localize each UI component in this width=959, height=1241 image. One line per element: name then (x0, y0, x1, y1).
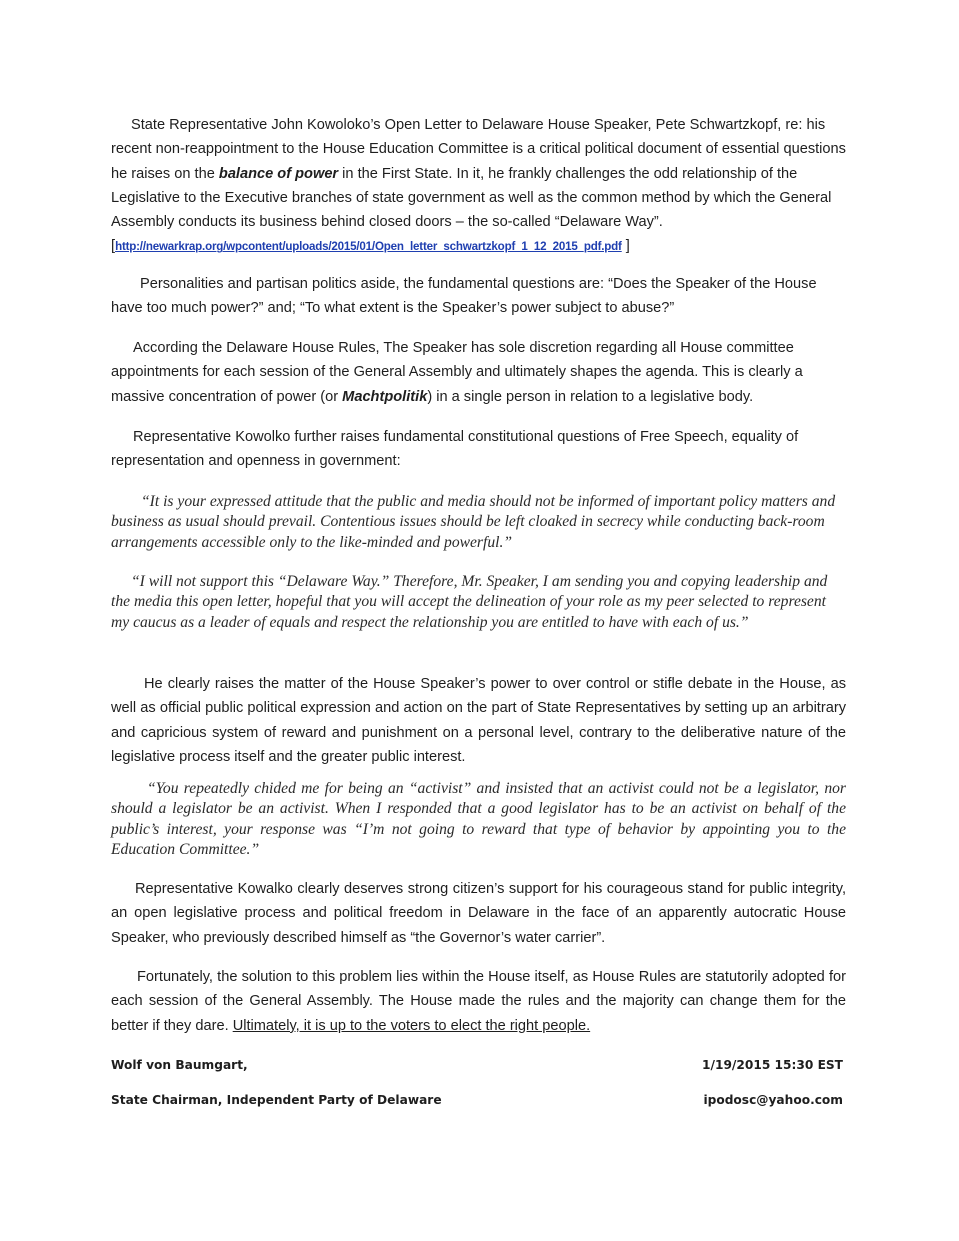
emphasis-machtpolitik: Machtpolitik (342, 388, 428, 405)
voters-underlined-text: Ultimately, it is up to the voters to elect the right people. (232, 1017, 591, 1034)
emphasis-balance-of-power: balance of power (218, 165, 339, 182)
quote-expressed-attitude (111, 492, 846, 553)
support-text: Representative Kowalko clearly deserves strong citizen’s support for his courageous stand for public integrity, an open legislative process and political freedom in Delaware in the face of an apparently autocratic House Speaker, who previously described himself as “the Governor’s water carrier”. (111, 881, 846, 946)
open-letter-link[interactable]: http://newarkrap.org/wpcontent/uploads/2015/01/Open_letter_schwartzkopf_1_12_2015_pdf.pdf (115, 240, 622, 254)
paragraph-questions (111, 272, 846, 321)
paragraph-house-rules (111, 336, 846, 409)
paragraph-support (111, 877, 846, 950)
quote-2-text: “I will not support this “Delaware Way.” Therefore, Mr. Speaker, I am sending you and copying leadership and the media this open letter, hopeful that you will accept the delineation of your role as my peer selected to represent my caucus as a leader of equals and respect the relationship you are entitled to have with each of us.” (111, 573, 828, 631)
signature-title: State Chairman, Independent Party of Delaware (111, 1093, 442, 1107)
speaker-power-text: He clearly raises the matter of the House Speaker’s power to over control or stifle debate in the House, as well as official public political expression and action on the part of State Representatives by setting up an arbitrary and capricious system of reward and punishment on a personal level, contrary to the deliberative nature of the legislative process itself and the greater public interest. (111, 676, 846, 765)
constitutional-text: Representative Kowolko further raises fundamental constitutional questions of Free Speech, equality of representation and openness in government: (111, 429, 799, 470)
signature-name: Wolf von Baumgart, (111, 1058, 248, 1072)
intro-text-b: in the First State. In it, he frankly challenges the odd relationship of the Legislative to the Executive branches of state government as well as the common method by which the General Assembly conducts its business behind closed doors – the so-called “Delaware Way”. [ (111, 165, 832, 255)
paragraph-solution (111, 965, 846, 1038)
quote-delaware-way (111, 572, 846, 633)
paragraph-constitutional (111, 425, 846, 474)
signature-email[interactable]: ipodosc@yahoo.com (703, 1093, 843, 1107)
questions-text: Personalities and partisan politics aside, the fundamental questions are: “Does the Speaker of the House have too much power?” and; “To what extent is the Speaker’s power subject to abuse?” (111, 276, 817, 317)
paragraph-intro (111, 113, 846, 260)
quote-1-text: “It is your expressed attitude that the public and media should not be informed of important policy matters and business as usual should prevail. Contentious issues should be left cloaked in secrecy while conducting back-room arrangements accessible only to the like-minded and powerful.” (111, 493, 836, 551)
signature-date: 1/19/2015 15:30 EST (702, 1058, 843, 1072)
quote-activist (111, 779, 846, 861)
intro-text-c: ] (621, 238, 630, 255)
intro-text-a: State Representative John Kowoloko’s Open Letter to Delaware House Speaker, Pete Schwartzkopf, re: his recent non-reappointment to the House Education Committee is a critical political document of essential questions he raises on the (111, 117, 846, 182)
house-rules-text-b: ) in a single person in relation to a legislative body. (427, 388, 754, 405)
paragraph-speaker-power (111, 672, 846, 769)
house-rules-text-a: According the Delaware House Rules, The Speaker has sole discretion regarding all House committee appointments for each session of the General Assembly and ultimately shapes the agenda. This is clearly a massive concentration of power (or (111, 340, 803, 405)
quote-3-text: “You repeatedly chided me for being an “activist” and insisted that an activist could not be a legislator, nor should a legislator be an activist. When I responded that a good legislator has to be an activist on behalf of the public’s interest, your response was “I’m not going to reward that type of behavior by appointing you to the Education Committee.” (111, 780, 846, 859)
solution-text: Fortunately, the solution to this problem lies within the House itself, as House Rules are statutorily adopted for each session of the General Assembly. The House made the rules and the majority can change them for the better if they dare. (111, 969, 846, 1034)
